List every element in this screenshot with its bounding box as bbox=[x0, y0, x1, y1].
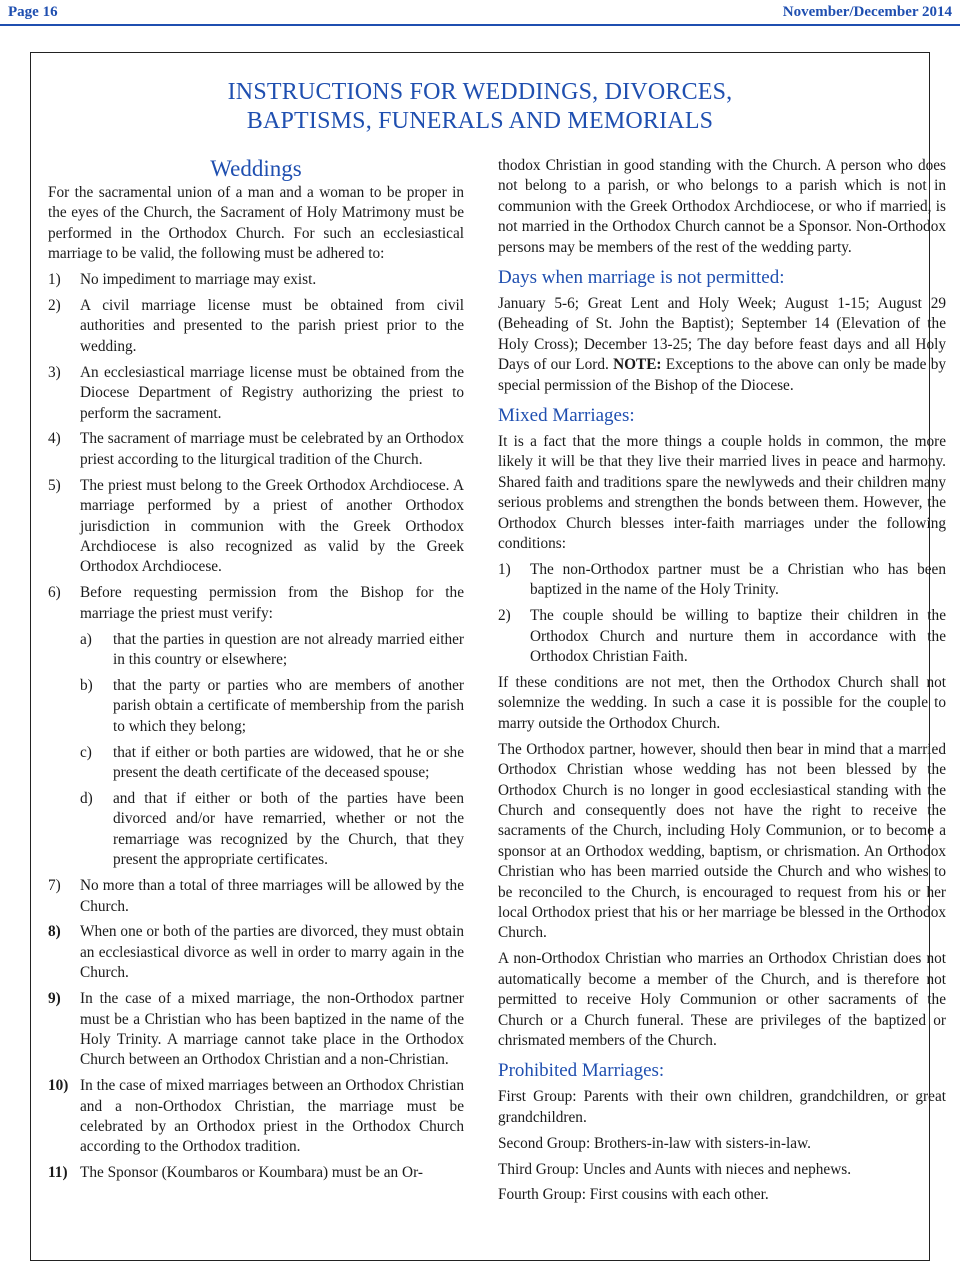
weddings-intro: For the sacramental union of a man and a woman to be proper in the eyes of the Church, the Sacrament of Holy Matrimony must be performed in the Orthodox Church. For such an ecclesiastical marriage to be valid, the following must be adhered to: bbox=[48, 184, 464, 263]
item-number: 9) bbox=[48, 990, 61, 1008]
sub-list-item bbox=[80, 630, 464, 671]
item-text: An ecclesiastical marriage license must be obtained from the Diocese Department of Registry authorizing the priest to perform the sacrament. bbox=[80, 363, 464, 422]
weddings-heading: Weddings bbox=[210, 156, 302, 181]
prohibited-group: First Group: Parents with their own children, grandchildren, or great grandchildren. bbox=[498, 1088, 946, 1126]
issue-date: November/December 2014 bbox=[782, 3, 952, 20]
item-number: 2) bbox=[48, 297, 61, 315]
item-number: 6) bbox=[48, 584, 61, 602]
sub-list-item bbox=[80, 789, 464, 871]
header-rule bbox=[0, 24, 960, 26]
sub-item-text: that the party or parties who are members of another parish obtain a certificate of membership from the parish to which they belong; bbox=[113, 676, 464, 735]
item-number: 10) bbox=[48, 1077, 69, 1095]
sub-item-text: that if either or both parties are widowed, that he or she present the death certificate of the deceased spouse; bbox=[113, 743, 464, 782]
page-number: Page 16 bbox=[8, 3, 58, 20]
sub-item-label: c) bbox=[80, 743, 92, 761]
item-number: 1) bbox=[48, 271, 61, 289]
item-text: In the case of a mixed marriage, the non-Orthodox partner must be a Christian who has been baptized in the name of the Holy Trinity. A marriage cannot take place in the Orthodox Church between an Orthodox Christian and a non-Christian. bbox=[80, 990, 464, 1069]
item-text: No more than a total of three marriages will be allowed by the Church. bbox=[80, 877, 464, 915]
condition-text: The non-Orthodox partner must be a Christian who has been baptized in the name of the Holy Trinity. bbox=[530, 561, 946, 599]
note-text: Exceptions to the above can only be made by special permission of the Bishop of the Diocese. bbox=[498, 356, 946, 394]
title-line-1: INSTRUCTIONS FOR WEDDINGS, DIVORCES, bbox=[227, 79, 733, 105]
item-text: When one or both of the parties are divorced, they must obtain an ecclesiastical divorce as well in order to marry again in the Church. bbox=[80, 923, 464, 982]
mixed-intro: It is a fact that the more things a couple holds in common, the more likely it will be that they live their married lives in peace and harmony. Shared faith and traditions spare the newlyweds and their children many serious problems and strengthen the bonds between them. However, the Orthodox Church blesses inter-faith marriages under the following conditions: bbox=[498, 433, 946, 553]
left-column bbox=[48, 156, 464, 1189]
sub-item-label: a) bbox=[80, 630, 92, 648]
sponsor-continuation: thodox Christian in good standing with the Church. A person who does not belong to a parish, or who belongs to a parish which is not in communion with the Greek Orthodox Archdiocese, or who if married, is not married in the Orthodox Church cannot be a Sponsor. Non-Orthodox persons may be members of the rest of the wedding party. bbox=[498, 157, 946, 256]
condition-number: 2) bbox=[498, 607, 511, 625]
item-text: Before requesting permission from the Bishop for the marriage the priest must verify: bbox=[80, 584, 464, 622]
list-item bbox=[48, 922, 464, 983]
item-number: 7) bbox=[48, 877, 61, 895]
condition-text: The couple should be willing to baptize their children in the Orthodox Church and nurture them in accordance with the Orthodox Christian Faith. bbox=[530, 607, 946, 666]
list-item bbox=[48, 876, 464, 917]
item-text-start: The Sponsor (Koumbaros or Koumbara) must be an Or- bbox=[80, 1164, 423, 1182]
prohibited-heading: Prohibited Marriages: bbox=[498, 1060, 665, 1082]
list-item bbox=[48, 1163, 464, 1183]
list-item bbox=[48, 363, 464, 424]
page-title bbox=[0, 78, 960, 136]
list-item bbox=[48, 476, 464, 578]
sub-item-label: b) bbox=[80, 676, 93, 694]
title-line-2: BAPTISMS, FUNERALS AND MEMORIALS bbox=[246, 108, 714, 134]
prohibited-group: Fourth Group: First cousins with each other. bbox=[498, 1186, 769, 1204]
list-item bbox=[48, 583, 464, 624]
list-item bbox=[48, 270, 464, 290]
prohibited-group: Third Group: Uncles and Aunts with nieces and nephews. bbox=[498, 1160, 852, 1178]
condition-item bbox=[498, 606, 946, 667]
days-list: January 5-6; Great Lent and Holy Week; August 1-15; August 29 (Beheading of St. John the Baptist); September 14 (Elevation of the Holy Cross); December 13-25; The day before feast days and all Holy Days of our Lord. bbox=[498, 295, 946, 374]
condition-item bbox=[498, 560, 946, 601]
mixed-heading: Mixed Marriages: bbox=[498, 405, 635, 427]
sub-list-item bbox=[80, 743, 464, 784]
list-item bbox=[48, 429, 464, 470]
item-number: 8) bbox=[48, 923, 61, 941]
days-text bbox=[498, 294, 946, 396]
page-header bbox=[0, 0, 960, 24]
days-heading: Days when marriage is not permitted: bbox=[498, 267, 785, 289]
item-number: 3) bbox=[48, 363, 61, 381]
mixed-para-3: A non-Orthodox Christian who marries an Orthodox Christian does not automatically become a member of the Church, and is therefore not permitted to receive Holy Communion or other sacraments of the Church or a Church funeral. These are privileges of the baptized or chrismated members of the Church. bbox=[498, 950, 946, 1049]
sub-item-text: and that if either or both of the parties have been divorced and/or have remarried, whether or not the remarriage was recognized by the Church, that they present the appropriate certificates. bbox=[113, 789, 464, 869]
item-text: The sacrament of marriage must be celebrated by an Orthodox priest according to the liturgical tradition of the Church. bbox=[80, 430, 464, 468]
list-item bbox=[48, 296, 464, 357]
item-text: The priest must belong to the Greek Orthodox Archdiocese. A marriage performed by a priest of another Orthodox jurisdiction in communion with the Greek Orthodox Archdiocese is also recognized as valid by the Greek Orthodox Archdiocese. bbox=[80, 476, 464, 576]
item-text: No impediment to marriage may exist. bbox=[80, 271, 317, 289]
right-column bbox=[498, 156, 946, 1211]
sub-item-text: that the parties in question are not already married either in this country or elsewhere; bbox=[113, 630, 464, 669]
item-number: 5) bbox=[48, 476, 61, 494]
condition-number: 1) bbox=[498, 561, 511, 578]
item-text: A civil marriage license must be obtained from civil authorities and presented to the parish priest prior to the wedding. bbox=[80, 297, 464, 355]
prohibited-group: Second Group: Brothers-in-law with sisters-in-law. bbox=[498, 1134, 811, 1152]
item-number: 4) bbox=[48, 430, 61, 448]
list-item bbox=[48, 989, 464, 1071]
item-text: In the case of mixed marriages between an Orthodox Christian and a non-Orthodox Christian, the marriage must be celebrated by an Orthodox priest in the Orthodox Church according to the Orthodox tradition. bbox=[80, 1077, 464, 1156]
mixed-para-2: The Orthodox partner, however, should then bear in mind that a married Orthodox Christian whose wedding has not been blessed by the Orthodox Church is no longer in good ecclesiastical standing with the Church and consequently does not have the right to receive the sacraments of the Church, including Holy Communion, or to become a sponsor at an Orthodox wedding, baptism, or chrismation. An Orthodox Christian who has been married outside the Church and who wishes to be reconciled to the Church, is encouraged to request from his or her local Orthodox priest that his or her marriage be blessed in the Orthodox Church. bbox=[498, 740, 946, 942]
sub-list-item bbox=[80, 676, 464, 737]
note-label: NOTE: bbox=[613, 356, 662, 374]
list-item bbox=[48, 1076, 464, 1158]
sub-item-label: d) bbox=[80, 789, 93, 807]
mixed-para-1: If these conditions are not met, then the Orthodox Church shall not solemnize the wedding. In such a case it is possible for the couple to marry outside the Orthodox Church. bbox=[498, 674, 946, 732]
item-number: 11) bbox=[48, 1164, 68, 1182]
